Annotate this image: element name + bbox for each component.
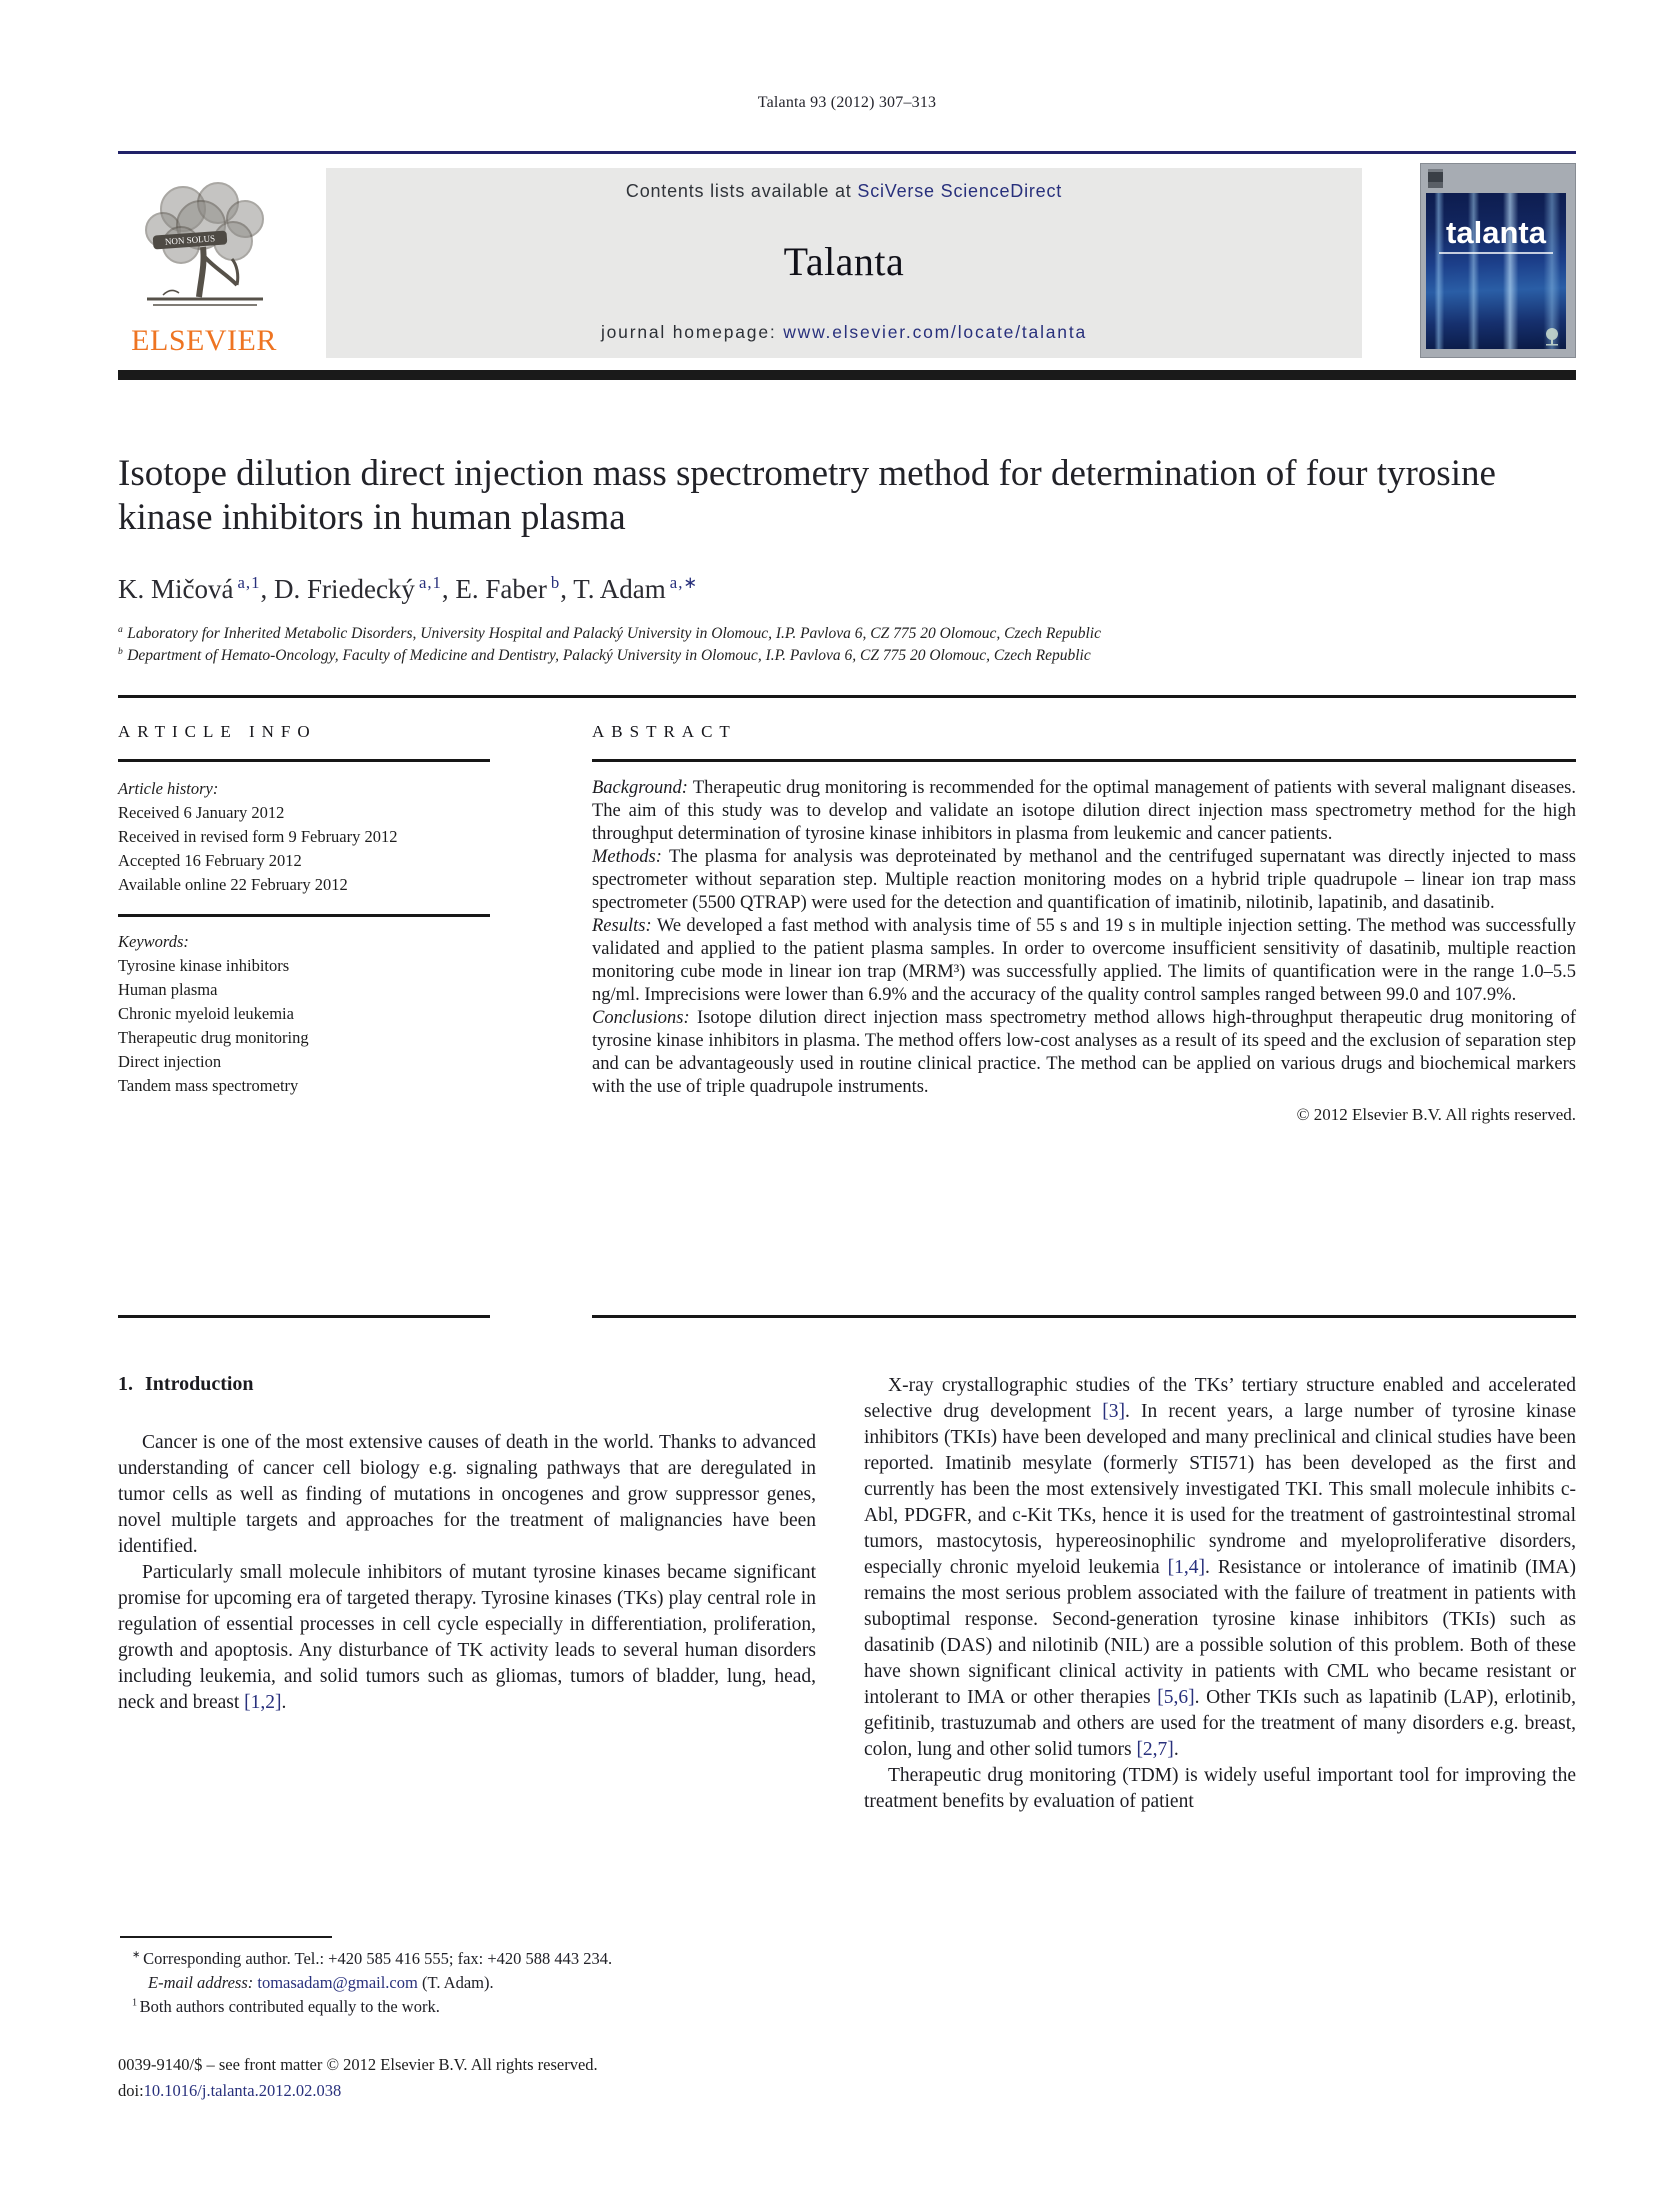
text-segment: Contents lists available at xyxy=(625,181,858,201)
keyword: Therapeutic drug monitoring xyxy=(118,1028,309,1047)
article-title: Isotope dilution direct injection mass spectrometry method for determination of four tyrosine kinase inhibitors in human plasma xyxy=(118,453,1496,538)
journal-cover-thumbnail xyxy=(1420,163,1576,358)
cover-tree-icon xyxy=(1541,327,1563,347)
elsevier-tree-icon xyxy=(133,175,275,325)
email-link[interactable]: tomasadam@gmail.com xyxy=(257,1973,418,1992)
text-segment: Therapeutic drug monitoring (TDM) is widely useful important tool for improving the treatment benefits by evaluation of patient xyxy=(864,1765,1576,1812)
issn-line: 0039-9140/$ – see front matter © 2012 Elsevier B.V. All rights reserved. xyxy=(118,2055,598,2074)
journal-banner xyxy=(326,168,1362,358)
abstract-paragraph xyxy=(592,777,1576,846)
section-number: 1. xyxy=(118,1373,133,1395)
body-paragraph xyxy=(118,1560,816,1716)
text-segment: journal homepage: xyxy=(600,322,784,342)
text-segment: (T. Adam). xyxy=(417,1973,494,1992)
text-segment: ∗ xyxy=(132,1949,144,1961)
intro-left-column xyxy=(118,1373,816,2104)
keywords-list xyxy=(118,954,490,1098)
authors-line xyxy=(118,574,1576,605)
footnote xyxy=(118,1947,816,1971)
abstract-rule xyxy=(592,759,1576,762)
section-title: Introduction xyxy=(145,1373,254,1395)
journal-header xyxy=(118,168,1576,358)
footnote xyxy=(118,1995,816,2019)
history-entry: Available online 22 February 2012 xyxy=(118,875,348,894)
article-info-rule xyxy=(118,759,490,762)
abstract-paragraphs xyxy=(592,777,1576,1099)
author-affiliation-ref[interactable]: a,1 xyxy=(237,573,261,592)
text-segment: Both authors contributed equally to the work. xyxy=(139,1997,440,2016)
cover-publisher-icon xyxy=(1428,169,1443,188)
keyword: Direct injection xyxy=(118,1052,222,1071)
introduction-section xyxy=(118,1373,1576,2104)
text-segment: Department of Hemato-Oncology, Faculty of Medicine and Dentistry, Palacký University in Olomouc, I.P. Pavlova 6, CZ 775 20 Olomouc, Czech Republic xyxy=(127,647,1091,664)
history-entry: Received in revised form 9 February 2012 xyxy=(118,827,398,846)
doi-line xyxy=(118,2078,816,2104)
intro-left-paragraphs xyxy=(118,1430,816,1716)
info-bottom-rule xyxy=(118,1315,490,1318)
history-label: Article history: xyxy=(118,779,219,798)
sciverse-sciencedirect-link[interactable]: SciVerse ScienceDirect xyxy=(857,181,1063,201)
citation-link[interactable]: [5,6] xyxy=(1157,1687,1195,1708)
abstract-top-rule xyxy=(118,695,1576,698)
abstract-paragraph xyxy=(592,846,1576,915)
text-segment: . Resistance or intolerance of imatinib (IMA) remains the most serious problem associated with the failure of treatment in patients with suboptimal response. Second-generation tyrosine kinase inhibitors (TKIs) such as dasatinib (DAS) and nilotinib (NIL) are a possible solution of this problem. Both of these have shown significant clinical activity in patients with CML who became resistant or intolerant to IMA or other therapies xyxy=(864,1557,1577,1708)
text-segment: Particularly small molecule inhibitors of mutant tyrosine kinases became significant promise for upcoming era of targeted therapy. Tyrosine kinases (TKs) play central role in regulation of essential processes in cell cycle especially in differentiation, proliferation, growth and apoptosis. Any disturbance of TK activity leads to several human disorders including leukemia, and solid tumors such as gliomas, tumors of bladder, lung, head, neck and breast xyxy=(118,1562,816,1713)
text-segment: E-mail address: xyxy=(148,1973,258,1992)
introduction-heading xyxy=(118,1373,816,1396)
author-affiliation-ref[interactable]: a,1 xyxy=(418,573,442,592)
text-segment: The plasma for analysis was deproteinated by methanol and the centrifuged supernatant was directly injected to mass spectrometer without separation step. Multiple reaction monitoring modes on a hybrid triple quadrupole – linear ion trap mass spectrometer (5500 QTRAP) were used for the detection and quantification of imatinib, nilotinib, lapatinib, and dasatinib. xyxy=(592,847,1576,913)
text-segment: X-ray crystallographic studies of the TKs’ tertiary structure enabled and accelerated selective drug development xyxy=(864,1375,1576,1422)
abstract-paragraph xyxy=(592,1007,1576,1099)
text-segment: Results: xyxy=(592,916,657,936)
text-segment: , D. Friedecký xyxy=(260,574,415,604)
text-segment: K. Mičová xyxy=(118,574,234,604)
citation-link[interactable]: [3] xyxy=(1102,1401,1125,1422)
text-segment: . xyxy=(281,1692,287,1713)
author-affiliation-ref[interactable]: a,∗ xyxy=(669,573,699,592)
footnotes-list xyxy=(118,1947,816,2019)
text-segment: b xyxy=(118,645,126,657)
author-affiliation-ref[interactable]: b xyxy=(550,573,561,592)
history-entry: Accepted 16 February 2012 xyxy=(118,851,302,870)
keywords-label: Keywords: xyxy=(118,932,189,951)
elsevier-wordmark: ELSEVIER xyxy=(131,324,277,357)
text-segment: Conclusions: xyxy=(592,1008,698,1028)
keyword: Human plasma xyxy=(118,980,218,999)
running-head: Talanta 93 (2012) 307–313 xyxy=(757,94,937,111)
article-info-column xyxy=(118,722,490,1318)
journal-name: Talanta xyxy=(783,239,905,284)
text-segment: We developed a fast method with analysis time of 55 s and 19 s in multiple injection setting. The method was successfully validated and applied to the patient plasma samples. In order to overcome insufficient sensitivity of dasatinib, multiple reaction monitoring cube mode in linear ion trap (MRM³) was successfully applied. The limits of quantification were in the range 1.0–5.5 ng/ml. Imprecisions were lower than 6.9% and the accuracy of the quality control samples ranged between 99.0 and 107.9%. xyxy=(592,916,1576,1005)
text-segment: Therapeutic drug monitoring is recommended for the optimal management of patients with several malignant diseases. The aim of this study was to develop and validate an isotope dilution direct injection mass spectrometry method for the high throughput determination of tyrosine kinase inhibitors in plasma from leukemic and cancer patients. xyxy=(592,778,1576,844)
elsevier-logo xyxy=(118,168,290,358)
cover-artwork xyxy=(1426,193,1566,349)
text-segment: Corresponding author. Tel.: +420 585 416 555; fax: +420 588 443 234. xyxy=(143,1949,613,1968)
citation-link[interactable]: [1,4] xyxy=(1167,1557,1206,1578)
intro-right-column xyxy=(864,1373,1576,2104)
publisher-info xyxy=(118,2052,816,2104)
article-info-heading: ARTICLE INFO xyxy=(118,722,317,741)
abstract-column xyxy=(592,722,1576,1318)
body-paragraph xyxy=(864,1763,1576,1815)
affiliations-list xyxy=(118,623,1576,667)
abstract-paragraph xyxy=(592,915,1576,1007)
text-segment: . In recent years, a large number of tyrosine kinase inhibitors (TKIs) have been developed and many preclinical and clinical studies have been reported. Imatinib mesylate (formerly STI571) has been developed as the first and currently has been the most extensively investigated TKI. This small molecule inhibits c-Abl, PDGFR, and c-Kit TKs, hence it is used for the treatment of gastrointestinal stromal tumors, mastocytosis, hypereosinophilic syndrome and myeloproliferative disorders, especially chronic myeloid leukemia xyxy=(864,1401,1576,1578)
header-bottom-bar xyxy=(118,370,1576,380)
text-segment: a xyxy=(118,623,126,635)
text-segment: . Other TKIs such as lapatinib (LAP), erlotinib, gefitinib, trastuzumab and others are used for the treatment of many disorders e.g. breast, colon, lung and other solid tumors xyxy=(864,1687,1576,1760)
doi-link[interactable]: 10.1016/j.talanta.2012.02.038 xyxy=(143,2081,342,2100)
text-segment: 1 xyxy=(132,1997,140,2009)
text-segment: , T. Adam xyxy=(560,574,666,604)
journal-homepage-link[interactable]: www.elsevier.com/locate/talanta xyxy=(783,322,1088,342)
text-segment: doi: xyxy=(118,2081,144,2100)
affiliation xyxy=(118,623,1576,645)
text-segment: Methods: xyxy=(592,847,669,867)
intro-right-paragraphs xyxy=(864,1373,1576,1815)
svg-text:NON SOLUS: NON SOLUS xyxy=(164,233,216,247)
history-list xyxy=(118,801,490,897)
text-segment: . xyxy=(1173,1739,1179,1760)
text-segment: , E. Faber xyxy=(441,574,547,604)
body-paragraph xyxy=(118,1430,816,1560)
text-segment: Background: xyxy=(592,778,693,798)
affiliation xyxy=(118,645,1576,667)
keyword: Tandem mass spectrometry xyxy=(118,1076,299,1095)
text-segment: Laboratory for Inherited Metabolic Disorders, University Hospital and Palacký University in Olomouc, I.P. Pavlova 6, CZ 775 20 Olomouc, Czech Republic xyxy=(127,625,1101,642)
cover-subtitle-line xyxy=(1439,252,1553,254)
keywords-rule xyxy=(118,914,490,917)
homepage-line xyxy=(334,322,1354,343)
copyright-line: © 2012 Elsevier B.V. All rights reserved. xyxy=(1296,1105,1576,1124)
text-segment: Isotope dilution direct injection mass spectrometry method allows high-throughput therapeutic drug monitoring of tyrosine kinase inhibitors in plasma. The method offers low-cost analyses as a result of its speed and the exclusion of separation step and can be advantageously used in routine clinical practice. The method can be applied on various drugs and biochemical markers with the use of triple quadrupole instruments. xyxy=(592,1008,1576,1097)
keyword: Tyrosine kinase inhibitors xyxy=(118,956,290,975)
cover-title: talanta xyxy=(1446,215,1546,250)
citation-link[interactable]: [2,7] xyxy=(1136,1739,1174,1760)
contents-line xyxy=(334,181,1354,202)
header-top-rule xyxy=(118,151,1576,154)
abstract-bottom-rule xyxy=(592,1315,1576,1318)
text-segment: Cancer is one of the most extensive causes of death in the world. Thanks to advanced understanding of cancer cell biology e.g. signaling pathways that are deregulated in tumor cells as well as finding of mutations in oncogenes and grow suppressor genes, novel multiple targets and approaches for the treatment of malignancies have been identified. xyxy=(118,1432,816,1557)
info-abstract-section xyxy=(118,722,1576,1318)
abstract-heading: ABSTRACT xyxy=(592,722,737,741)
keyword: Chronic myeloid leukemia xyxy=(118,1004,294,1023)
body-paragraph xyxy=(864,1373,1576,1763)
citation-link[interactable]: [1,2] xyxy=(244,1692,282,1713)
footnote-divider xyxy=(120,1936,332,1938)
footnote xyxy=(118,1971,816,1995)
history-entry: Received 6 January 2012 xyxy=(118,803,285,822)
